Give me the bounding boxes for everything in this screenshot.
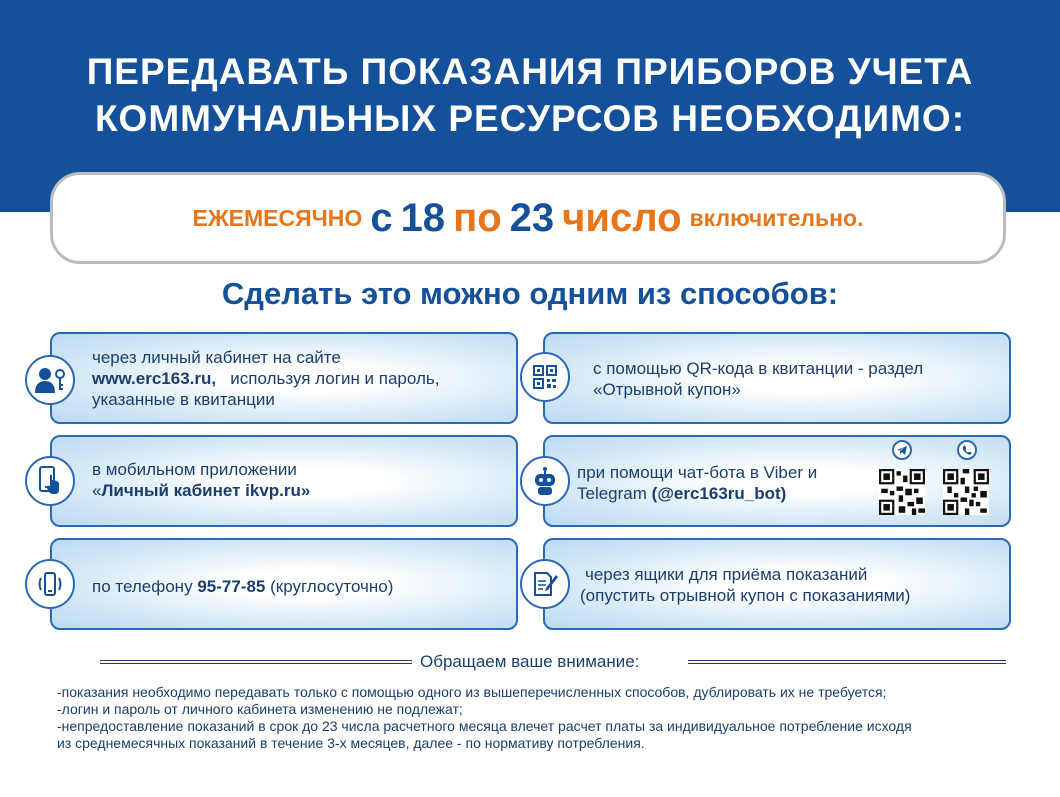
app-open-quote: «: [92, 481, 102, 500]
phone-prefix: по телефону: [92, 577, 193, 596]
period-to-word: по: [453, 195, 502, 240]
phone-text: [92, 576, 393, 597]
app-name: Личный кабинет ikvp.ru»: [101, 481, 311, 500]
telegram-qr-code[interactable]: [879, 469, 925, 515]
title-line-1: ПЕРЕДАВАТЬ ПОКАЗАНИЯ ПРИБОРОВ УЧЕТА: [86, 51, 974, 92]
viber-icon: [957, 440, 977, 460]
smartphone-icon: [25, 456, 75, 506]
phone-number[interactable]: 95-77-85: [197, 577, 266, 596]
period-text: [53, 175, 1003, 261]
cabinet-text: [92, 347, 439, 410]
qr-code-icon: [520, 352, 570, 402]
method-card-box: [543, 538, 1011, 630]
app-text: [92, 459, 310, 501]
cabinet-line-3: указанные в квитанции: [92, 390, 275, 409]
notice-divider-right: [688, 660, 1006, 664]
qr-line-1: с помощью QR-кода в квитанции - раздел: [593, 359, 924, 378]
notice-line-1: -показания необходимо передавать только с помощью одного из вышеперечисленных способов, дублировать их не требуется;: [57, 684, 887, 700]
methods-subtitle: Сделать это можно одним из способов:: [221, 276, 839, 311]
notice-notes: [57, 684, 1047, 752]
period-day-word: число: [562, 195, 682, 240]
method-card-qr: [543, 332, 1011, 424]
box-text: [580, 564, 911, 606]
phone-icon: [25, 559, 75, 609]
notice-line-2: -логин и пароль от личного кабинета изменению не подлежат;: [57, 701, 463, 717]
period-monthly: ЕЖЕМЕСЯЧНО: [192, 204, 363, 231]
bot-line-1: при помощи чат-бота в Viber и: [577, 463, 818, 482]
qr-line-2: «Отрывной купон»: [593, 380, 741, 399]
viber-qr-code[interactable]: [943, 469, 989, 515]
cabinet-site-link[interactable]: www.erc163.ru,: [92, 369, 217, 388]
telegram-icon: [892, 440, 912, 460]
period-day-to: 23: [509, 195, 555, 240]
app-line-1: в мобильном приложении: [92, 460, 297, 479]
notice-divider-left: [100, 660, 412, 664]
document-pen-icon: [520, 559, 570, 609]
qr-text: [593, 358, 923, 400]
bot-line-2: [577, 483, 817, 504]
bot-handle[interactable]: (@erc163ru_bot): [651, 484, 787, 503]
phone-suffix: (круглосуточно): [270, 577, 394, 596]
period-inclusive: включительно.: [689, 204, 864, 231]
box-line-1: через ящики для приёма показаний: [585, 565, 868, 584]
method-card-cabinet: [50, 332, 518, 424]
user-key-icon: [25, 355, 75, 405]
period-day-from: 18: [400, 195, 446, 240]
box-line-2: (опустить отрывной купон с показаниями): [580, 586, 911, 605]
notice-line-4: из среднемесячных показаний в течение 3-х месяцев, далее - по нормативу потребления.: [57, 735, 645, 751]
robot-icon: [520, 456, 570, 506]
bot-text: [577, 462, 817, 504]
app-line-2: [92, 480, 310, 501]
method-card-bot: [543, 435, 1011, 527]
page-title: [0, 48, 1060, 142]
cabinet-line-2: [92, 368, 439, 389]
title-line-2: КОММУНАЛЬНЫХ РЕСУРСОВ НЕОБХОДИМО:: [94, 98, 966, 139]
period-from-word: с: [370, 195, 393, 240]
method-card-app: [50, 435, 518, 527]
bot-telegram-label: Telegram: [577, 484, 647, 503]
cabinet-line-1: через личный кабинет на сайте: [92, 348, 341, 367]
notice-line-3: -непредоставление показаний в срок до 23 числа расчетного месяца влечет расчет платы за индивидуальное потребление исходя: [57, 718, 912, 734]
method-card-phone: [50, 538, 518, 630]
period-pill: [50, 172, 1006, 264]
cabinet-line-2-rest: используя логин и пароль,: [230, 369, 440, 388]
notice-heading: Обращаем ваше внимание:: [420, 652, 640, 671]
